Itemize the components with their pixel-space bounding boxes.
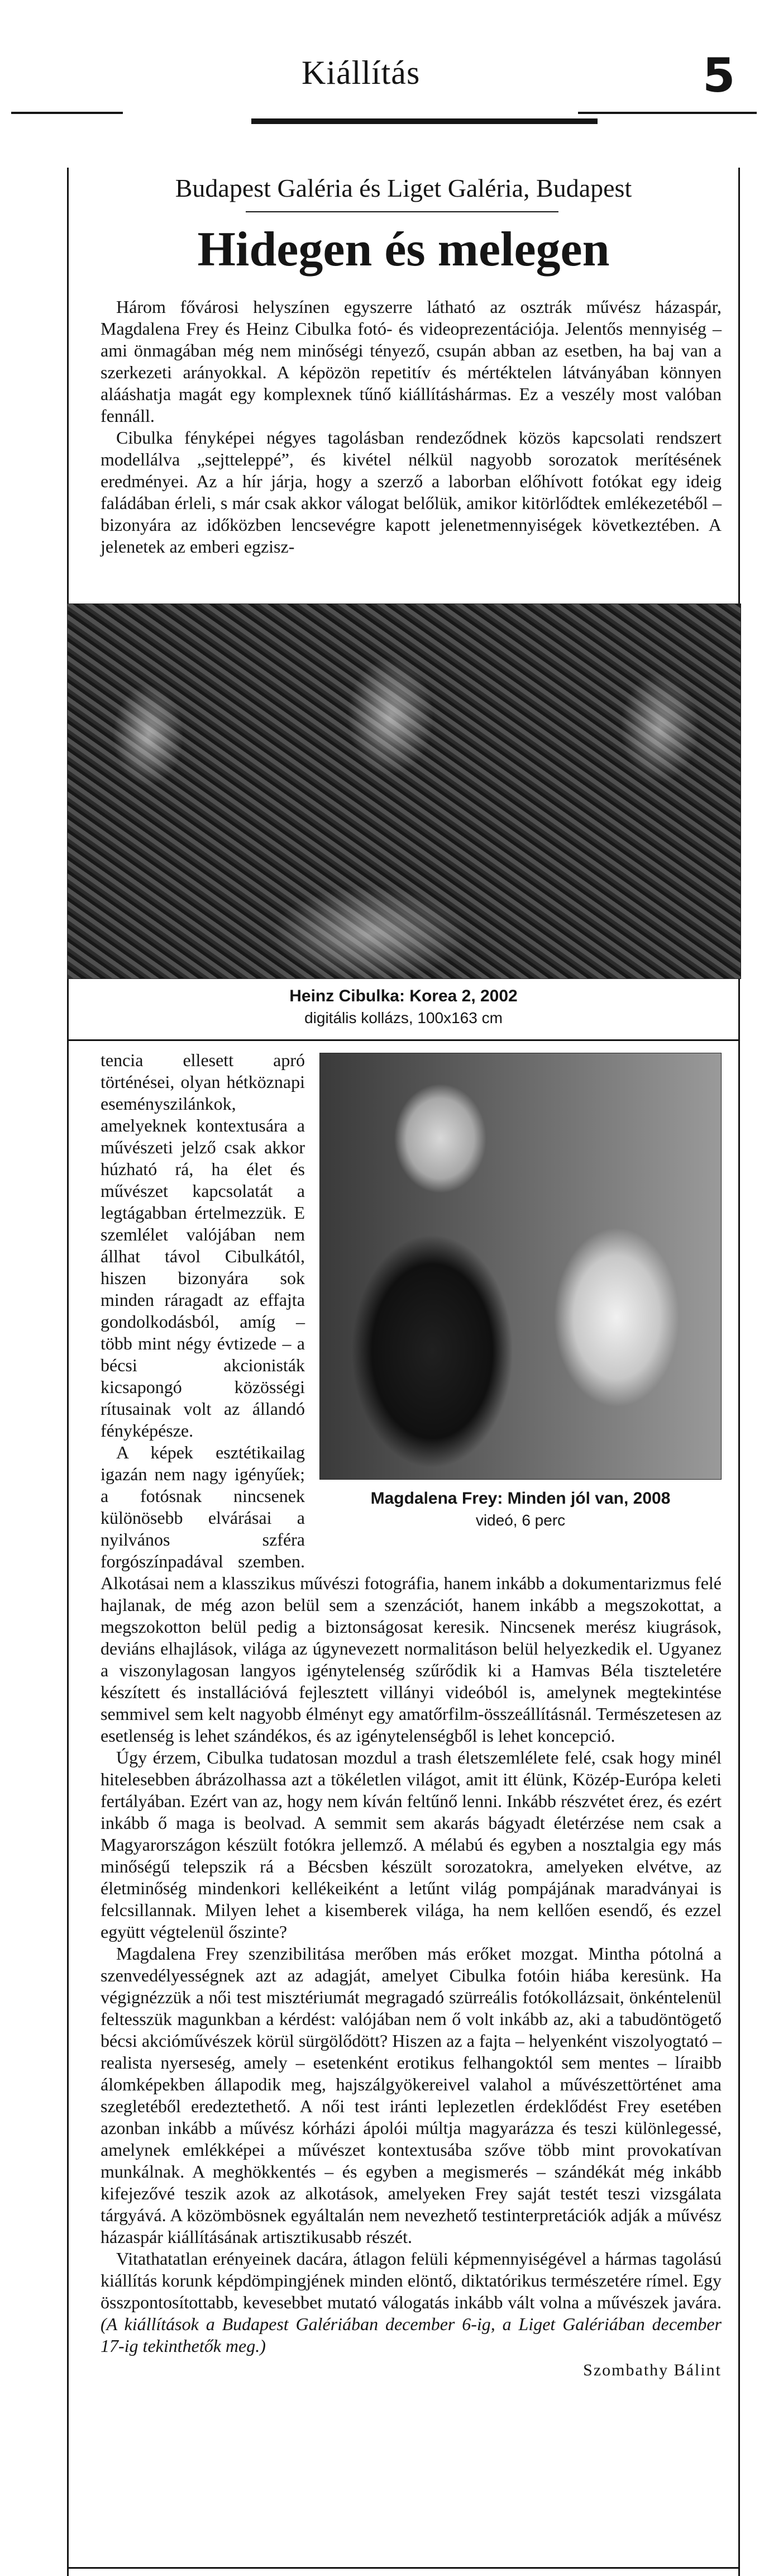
figure-korea-collage [67,603,741,979]
paragraph-text: Vitathatatlan erényeinek dacára, átlagon felüli képmennyiségével a hármas tagolású kiállítás korunk képdömpingjének minden elöntő, diktatórikus természetére rímel. Egy összpontosítottabb, kevesebbet mutató válogatás inkább vált volna a művészek javára. [101,2249,722,2312]
body-text [101,1049,722,2502]
page-number: 5 [703,48,735,103]
article-title: Hidegen és melegen [197,222,610,277]
figure-frey-still-float [319,1053,722,1550]
paragraph: Három fővárosi helyszínen egyszerre látható az osztrák művész házaspár, Magdalena Frey és Heinz Cibulka fotó- és videoprezentációja. Jelentős mennyiség – ami önmagában még nem minőségi tényező, csupán abban az esetben, ha baj van a szerkezeti arányokkal. A képözön repetitív és mértéktelen látványában könnyen alááshatja magát egy komplexnek tűnő kiállításhármas. Ez a veszély most valóban fennáll. [101,297,722,426]
paragraph: Cibulka fényképei négyes tagolásban rendeződnek közös kapcsolati rendszert modellálva „sejtteleppé”, és kivétel nélkül nagyobb sorozatok merítésének eredményei. Az a hír járja, hogy a szerző a laborban előhívott fotókat egy ideig faládában érleli, s már csak akkor válogat belőlük, amikor kitörlődtek emlékezetéből – bizonyára az időközben lencsevégre kapott jelenetmennyiségek következtében. A jelenetek az emberi egzisz- [101,427,722,557]
header-rule-left [11,112,123,114]
header-rule-right [578,112,757,114]
footer-rule [67,2567,740,2569]
paragraph [101,2248,722,2357]
figure-frey-still [319,1053,722,1480]
frame-right-rule [738,168,740,2576]
article-kicker: Budapest Galéria és Liget Galéria, Budapest [175,174,632,202]
section-title: Kiállítás [302,54,421,91]
article-author: Szombathy Bálint [583,2361,722,2379]
frame-left-rule [67,168,69,2576]
exhibition-note: (A kiállítások a Budapest Galériában december 6-ig, a Liget Galériában december 17-ig tekinthetők meg.) [101,2314,722,2356]
figure2-caption-subtitle: videó, 6 perc [475,1512,566,1529]
intro-text [101,296,722,609]
figure1-caption-title: Heinz Cibulka: Korea 2, 2002 [289,987,518,1005]
figure1-caption-subtitle: digitális kollázs, 100x163 cm [304,1009,503,1026]
figure2-caption-title: Magdalena Frey: Minden jól van, 2008 [370,1489,671,1508]
kicker-rule [246,211,558,212]
figure-divider [67,1039,740,1041]
header-rule-main [251,118,598,124]
paragraph: Úgy érzem, Cibulka tudatosan mozdul a trash életszemlélete felé, csak hogy minél hitelesebben ábrázolhassa azt a tökéletlen világot, amit itt élünk, Közép-Európa keleti fertályában. Ezért van az, hogy nem kíván feltűnő lenni. Inkább részvétet érez, és ezért inkább ő maga is beolvad. A semmit sem akarás bágyadt életérzése nem csak a Magyarországon készült fotókra jellemző. A mélabú és egyben a nosztalgia egy más minőségű telepszik rá a Bécsben készült sorozatokra, amelyeken elvétve, az életminőség mindenkori kellékeiként a letűnt világ pompájának maradványai is felcsillannak. Milyen lehet a kisemberek világa, ha nem kellően esendő, és ezzel együtt végtelenül őszinte? [101,1747,722,1942]
paragraph: A képek esztétikailag igazán nem nagy igényűek; a fotósnak nincsenek különösebb elvárásai a nyilvános szféra forgószínpadával szemben. Alkotásai nem a klasszikus művészi fotográfia, hanem inkább a dokumentarizmus felé hajlanak, de még azon belül sem a szenzációt, hanem inkább a megszokottat, a megszokotton belül pedig a biztonságosat keresik. Nincsenek merész kiugrások, deviáns elhajlások, világa az úgynevezett normalitáson belül helyezkedik el. Ugyanez a viszonylagosan langyos igénytelenség szűrődik ki a Hamvas Béla tiszteletére készített és installációvá fejlesztett villányi videóból is, amelynek megtekintése semmivel sem kelt nagyobb élményt egy amatőrfilm-összeállításnál. Természetesen az esetlenség is lehet szándékos, és az igénytelenségből is lehet koncepció. [101,1442,722,1746]
paragraph: Magdalena Frey szenzibilitása merőben más erőket mozgat. Mintha pótolná a szenvedélyességnek azt az adagját, amelyet Cibulka fotóin hiába keresünk. Ha végignézzük a női test misztériumát megragadó szürreális fotókollázsait, önkéntelenül feltesszük magunkban a kérdést: valójában nem ő volt inkább az, aki a tabudöntögető bécsi akcióművészek körül sürgölődött? Hiszen az a fajta – helyenként viszolyogtató – realista nyerseség, amely – esetenként erotikus felhangoktól sem mentes – líraibb álomképekben állapodik meg, hajszálgyökereivel valahol a művészettörténet ama szegletéből eredeztethető. A női test iránti leplezetlen érdeklődést Frey esetében azonban inkább a művész kórházi ápolói múltja magyarázza és teszi különlegessé, amelynek emlékképei a művészet kontextusába szőve több mint provokatívan munkálnak. A meghökkentés – és egyben a megismerés – szándékát még inkább kifejezővé teszik azok az alkotások, amelyeken Frey saját testét teszi vizsgálata tárgyává. A közömbösnek egyáltalán nem nevezhető testinterpretációk adják a művész házaspár kiállításának artisztikusabb részét. [101,1943,722,2247]
paragraph: tencia ellesett apró történései, olyan hétköznapi eseményszilánkok, amelyeknek kontextusára a művészeti jelző csak akkor húzható rá, ha élet és művészet kapcsolatát a legtágabban értelmezzük. E szemlélet valójában nem állhat távol Cibulkától, hiszen bizonyára sok minden ráragadt az effajta gondolkodásból, amíg – több mint négy évtizede – a bécsi akcionisták kicsapongó közösségi rítusainak volt az állandó fényképésze. [101,1050,305,1441]
